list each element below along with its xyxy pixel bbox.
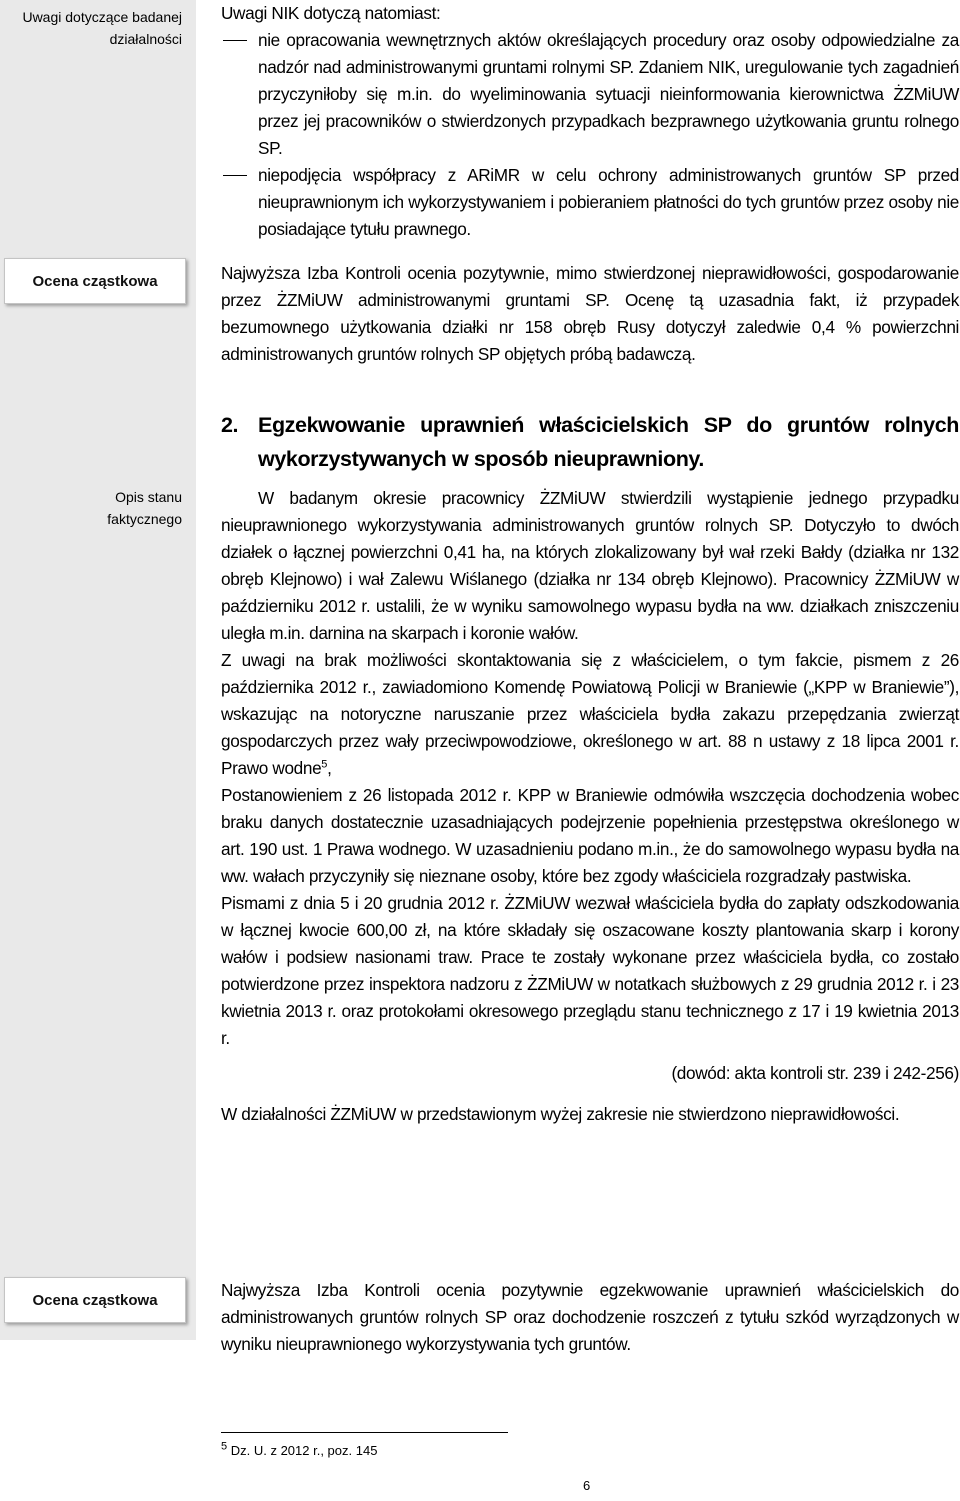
list-item: niepodjęcia współpracy z ARiMR w celu ochrony administrowanych gruntów SP przed nieuprawnionym ich wykorzystywaniem i pobieraniem płatności do tych gruntów przez osoby nie posiadające tytułu prawnego.	[258, 165, 959, 239]
footnote-reference: 5	[321, 758, 328, 771]
section-title: Egzekwowanie uprawnień właścicielskich SP do gruntów rolnych wykorzystywanych w sposób nieuprawniony.	[258, 413, 959, 471]
paragraph: W badanym okresie pracownicy ŻZMiUW stwierdzili wystąpienie jednego przypadku nieuprawnionego wykorzystywania administrowanych gruntów rolnych SP. Dotyczyło to dwóch działek o łącznej powierzchni 0,41 ha, na których zlokalizowany był wał rzeki Bałdy (działka nr 132 obręb Klejnowo) i wał Zalewu Wiślanego (działka nr 134 obręb Klejnowo). Pracownicy ŻZMiUW w październiku 2012 r. ustalili, że w wyniku samowolnego wypasu bydła na ww. działkach zniszczeniu uległa m.in. darnina na skarpach i koronie wałów.	[221, 488, 959, 643]
paragraph: Z uwagi na brak możliwości skontaktowania się z właścicielem, o tym fakcie, pismem z 26 października 2012 r., zawiadomiono Komendę Powiatową Policji w Braniewie („KPP w Braniewie”), wskazując na notoryczne naruszanie przez właściciela bydła zakazu przepędzania zwierząt gospodarczych przez wały przeciwpowodziowe, określonego w art. 88 n ustawy z 18 lipca 2001 r. Prawo wodne$^5$,	[221, 650, 959, 778]
footnote: $^5$ Dz. U. z 2012 r., poz. 145	[221, 1440, 378, 1458]
paragraph: Postanowieniem z 26 listopada 2012 r. KPP w Braniewie odmówiła wszczęcia dochodzenia wobec braku danych dostatecznie uzasadniających podejrzenie popełnienia przestępstwa określonego w art. 190 ust. 1 Prawa wodnego. W uzasadnieniu podano m.in., że do samowolnego wypasu bydła na ww. wałach przyczyniły się nieznane osoby, które bez zgody właściciela rozgradzały pastwiska.	[221, 785, 959, 886]
assessment-paragraph-2: Najwyższa Izba Kontroli ocenia pozytywnie egzekwowanie uprawnień właścicielskich do administrowanych gruntów rolnych SP oraz dochodzenie roszczeń z tytułu szkód wyrządzonych w wyniku nieuprawnionego wykorzystywania tych gruntów.	[221, 1280, 959, 1354]
intro-text: Uwagi NIK dotyczą natomiast:	[221, 3, 441, 23]
assessment-paragraph-1: Najwyższa Izba Kontroli ocenia pozytywnie, mimo stwierdzonej nieprawidłowości, gospodarowanie przez ŻZMiUW administrowanymi gruntami SP. Ocenę tą uzasadnia fakt, iż przypadek bezumownego użytkowania działki nr 158 obręb Rusy dotyczył zaledwie 0,4 % powierzchni administrowanych gruntów rolnych SP objętych próbą badawczą.	[221, 263, 959, 364]
list-item: nie opracowania wewnętrznych aktów określających procedury oraz osoby odpowiedzialne za nadzór nad administrowanymi gruntami rolnymi SP. Zdaniem NIK, uregulowanie tych zagadnień przyczyniłoby się m.in. do wyeliminowania sytuacji nieinformowania kierownictwa ŻZMiUW przez jej pracowników o stwierdzonych przypadkach bezprawnego użytkowania gruntu rolnego SP.	[258, 30, 959, 158]
evidence-reference: (dowód: akta kontroli str. 239 i 242-256)	[671, 1063, 959, 1083]
page-number: 6	[583, 1478, 591, 1493]
footnote-separator	[221, 1432, 508, 1433]
paragraph: W działalności ŻZMiUW w przedstawionym wyżej zakresie nie stwierdzono nieprawidłowości.	[221, 1104, 900, 1124]
side-box-partial-assessment-2: Ocena cząstkowa	[4, 1277, 186, 1323]
section-number: 2.	[221, 413, 239, 437]
side-note-factual-state: Opis stanu faktycznego	[107, 489, 182, 527]
section-heading	[221, 408, 959, 476]
margin-sidebar	[0, 0, 196, 1340]
side-box-partial-assessment-1: Ocena cząstkowa	[4, 258, 186, 304]
side-note-remarks: Uwagi dotyczące badanej działalności	[22, 9, 182, 47]
remarks-list	[221, 27, 959, 243]
body-text	[221, 485, 959, 1128]
paragraph: Pismami z dnia 5 i 20 grudnia 2012 r. ŻZMiUW wezwał właściciela bydła do zapłaty odszkodowania w łącznej kwocie 600,00 zł, na które składały się oszacowane koszty plantowania skarp i korony wałów i podsiew nasionami traw. Prace te zostały wykonane przez właściciela bydła, co zostało potwierdzone przez inspektora nadzoru z ŻZMiUW w notatkach służbowych z 29 grudnia 2012 r. i 23 kwietnia 2013 r. oraz protokołami okresowego przeglądu stanu technicznego z 17 i 19 kwietnia 2013 r.	[221, 893, 959, 1048]
